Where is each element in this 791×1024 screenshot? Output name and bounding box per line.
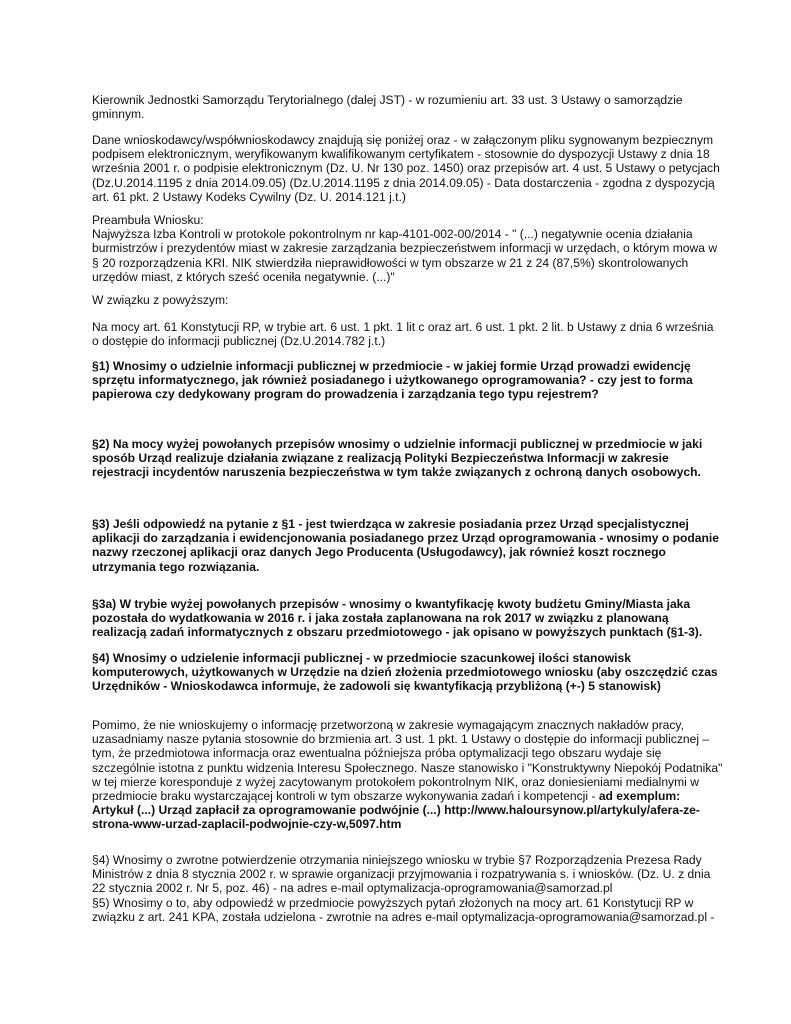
text-line: tym, że przedmiotowa informacja oraz ewentualna późniejsza próba optymalizacji tego obszaru wydaje się — [92, 746, 662, 761]
article-link-line[interactable]: strona-www-urzad-zaplacil-podwojnie-czy-w,5097.htm — [92, 817, 402, 832]
text-line: burmistrzów i prezydentów miast w zakresie zarządzania bezpieczeństwem informacji w urzędach, o którym mowa w — [92, 241, 718, 256]
text-line: nazwy rzeczonej aplikacji oraz danych Jego Producenta (Usługodawcy), jak również koszt rocznego — [92, 545, 666, 560]
text-line: § 20 rozporządzenia KRI. NIK stwierdziła nieprawidłowości w tym obszarze w 21 z 24 (87,5%) skontrolowanych — [92, 255, 689, 270]
text-line: Ministrów z dnia 8 stycznia 2002 r. w sprawie organizacji przyjmowania i rozpatrywania s. i wniosków. (Dz. U. z dnia — [92, 867, 711, 882]
text-line: aplikacji do zarządzania i ewidencjonowania posiadanego przez Urząd oprogramowania - wnosimy o podanie — [92, 531, 719, 546]
text-line: urzędów miast, z których sześć oceniła negatywnie. (...)" — [92, 269, 395, 284]
text-line: rejestracji incydentów naruszenia bezpieczeństwa w tym także związanych z ochroną danych osobowych. — [92, 465, 701, 480]
paragraph-applicant-data — [92, 133, 720, 204]
text-line: Urzędników - Wnioskodawca informuje, że zadowoli się kwantyfikacją przybliżoną (+-) 5 stanowisk) — [92, 679, 661, 694]
text-line: Kierownik Jednostki Samorządu Terytorialnego (dalej JST) - w rozumieniu art. 33 ust. 3 Ustawy o samorządzie — [92, 93, 683, 107]
text-line: §2) Na mocy wyżej powołanych przepisów wnosimy o udzielnie informacji publicznej w przedmiocie w jaki — [92, 437, 703, 451]
text-line: gminnym. — [92, 107, 145, 122]
paragraph-closing — [92, 853, 715, 924]
text-line: sposób Urząd realizuje działania związane z realizacją Polityki Bezpieczeństwa Informacji w zakresie — [92, 451, 669, 466]
paragraph-intro — [92, 93, 712, 121]
text-line — [92, 789, 712, 803]
text-line: o dostępie do informacji publicznej (Dz.U.2014.782 j.t.) — [92, 334, 386, 349]
question-2 — [92, 437, 712, 480]
question-3 — [92, 517, 719, 574]
text-line: utrzymania tego rozwiązania. — [92, 559, 260, 574]
text-line: §5) Wnosimy o to, aby odpowiedź w przedmiocie powyższych pytań złożonych na mocy art. 61 Konstytucji RP w — [92, 895, 694, 910]
text-line: podpisem elektronicznym, weryfikowanym kwalifikowanym certyfikatem - stosownie do dyspozycji Ustawy z dnia 18 — [92, 147, 710, 162]
paragraph-therefore — [92, 293, 712, 307]
text-line: papierowa czy dedykowany program do prowadzenia i zarządzania tego typu rejestrem? — [92, 387, 599, 402]
text-run: przedmiocie braku wystarczającej kontroli w tym obszarze wykonywania zadań i kompetencji - — [92, 789, 599, 804]
paragraph-remarks — [92, 718, 723, 832]
text-line: §4) Wnosimy o udzielenie informacji publicznej - w przedmiocie szacunkowej ilości stanowisk — [92, 651, 631, 665]
text-line: §3) Jeśli odpowiedź na pytanie z §1 - jest twierdząca w zakresie posiadania przez Urząd specjalistycznej — [92, 517, 689, 531]
text-line: W związku z powyższym: — [92, 293, 229, 307]
text-line: szczególnie istotna z punktu widzenia Interesu Społecznego. Nasze stanowisko i "Konstruktywny Niepokój Podatnika" — [92, 760, 723, 775]
text-line: 22 stycznia 2002 r. Nr 5, poz. 46) - na adres e-mail optymalizacja-oprogramowania@samorzad.pl — [92, 881, 613, 896]
article-link-line[interactable]: Artykuł (...) Urząd zapłacił za oprogramowanie podwójnie (...) http://www.haloursynow.pl/artykuly/afera-ze- — [92, 803, 700, 818]
question-3a — [92, 597, 712, 640]
text-line: Na mocy art. 61 Konstytucji RP, w trybie art. 6 ust. 1 pkt. 1 lit c oraz art. 6 ust. 1 pkt. 2 lit. b Ustawy z dnia 6 września — [92, 320, 714, 334]
text-line: uzasadniamy nasze pytania stosownie do brzmienia art. 3 ust. 1 pkt. 1 Ustawy o dostępie do informacji publicznej – — [92, 732, 710, 747]
question-4 — [92, 651, 718, 694]
paragraph-preamble — [92, 213, 718, 284]
text-line: Najwyższa Izba Kontroli w protokole pokontrolnym nr kap-4101-002-00/2014 - " (...) negatywnie ocenia działania — [92, 227, 693, 242]
text-line: §1) Wnosimy o udzielnie informacji publicznej w przedmiocie - w jakiej formie Urząd prowadzi ewidencję — [92, 359, 691, 373]
question-1 — [92, 359, 712, 402]
text-line: realizacją zadań informatycznych z obszaru przedmiotowego - jak opisano w powyższych punktach (§1-3). — [92, 625, 703, 640]
text-line: Preambuła Wniosku: — [92, 213, 204, 227]
text-line: związku z art. 241 KPA, została udzielona - zwrotnie na adres e-mail optymalizacja-oprogramowania@samorzad.pl - — [92, 909, 715, 924]
text-line: §4) Wnosimy o zwrotne potwierdzenie otrzymania niniejszego wniosku w trybie §7 Rozporządzenia Prezesa Rady — [92, 853, 702, 867]
text-line: art. 61 pkt. 2 Ustawy Kodeks Cywilny (Dz. U. 2014.121 j.t.) — [92, 189, 406, 204]
text-line: Pomimo, że nie wnioskujemy o informację przetworzoną w zakresie wymagającym znacznych nakładów pracy, — [92, 718, 684, 732]
text-line: komputerowych, użytkowanych w Urzędzie na dzień złożenia przedmiotowego wniosku (aby oszczędzić czas — [92, 665, 718, 680]
text-line: września 2001 r. o podpisie elektronicznym (Dz. U. Nr 130 poz. 1450) oraz przepisów art. 4 ust. 5 Ustawy o petycjach — [92, 161, 720, 176]
text-line: pozostała do wydatkowania w 2016 r. i jaka została zaplanowana na rok 2017 w związku z planowaną — [92, 611, 669, 626]
ad-exemplum-label: ad exemplum: — [598, 789, 681, 804]
text-line: sprzętu informatycznego, jak również posiadanego i użytkowanego oprogramowania? - czy jest to forma — [92, 373, 693, 388]
text-line: §3a) W trybie wyżej powołanych przepisów - wnosimy o kwantyfikację kwoty budżetu Gminy/Miasta jaka — [92, 597, 691, 611]
text-line: (Dz.U.2014.1195 z dnia 2014.09.05) (Dz.U.2014.1195 z dnia 2014.09.05) - Data dostarczenia - zgodna z dyspozycją — [92, 175, 715, 190]
paragraph-legal-basis — [92, 320, 712, 348]
text-line: Dane wnioskodawcy/współwnioskodawcy znajdują się poniżej oraz - w załączonym pliku sygnowanym bezpiecznym — [92, 133, 714, 147]
text-line: w tej mierze koresponduje z wyżej zacytowanym protokołem pokontrolnym NIK, oraz doniesieniami medialnymi w — [92, 774, 699, 789]
